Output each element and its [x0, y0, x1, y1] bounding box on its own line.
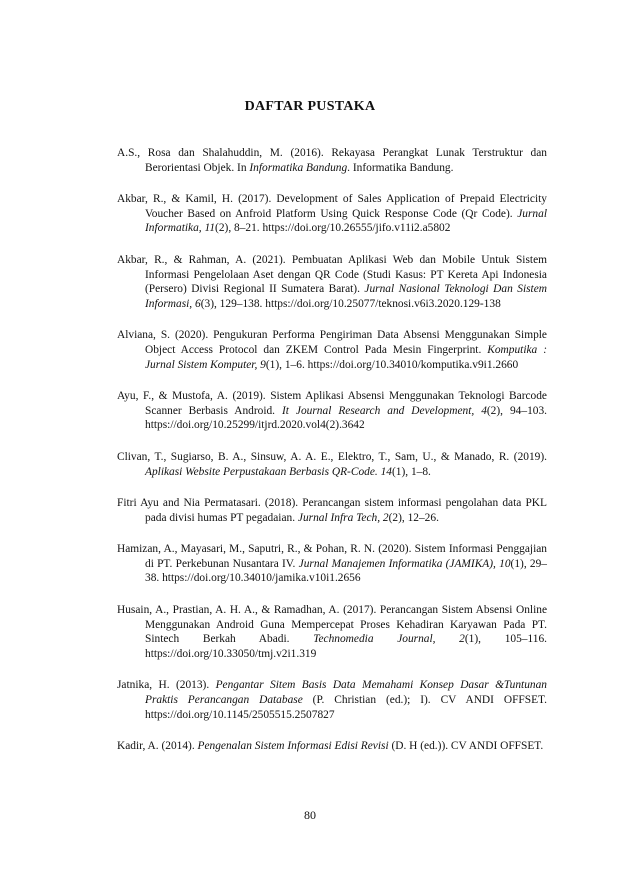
reference-source: Jurnal Manajemen Informatika (JAMIKA), 10 [298, 557, 511, 570]
reference-text: Akbar, R., & Kamil, H. (2017). Development of Sales Application of Prepaid Electricity Voucher Based on Anfroid Platform Using Quick Response Code (Qr Code). [117, 193, 547, 220]
page-number: 80 [304, 808, 316, 822]
reference-source: It Journal Research and Development, 4 [282, 404, 487, 417]
reference-entry [117, 389, 547, 433]
reference-text: Kadir, A. (2014). [117, 740, 198, 753]
reference-entry [117, 192, 547, 236]
reference-list [117, 146, 547, 771]
reference-text: Clivan, T., Sugiarso, B. A., Sinsuw, A. A. E., Elektro, T., Sam, U., & Manado, R. (2019). [117, 450, 547, 463]
reference-entry [117, 253, 547, 311]
reference-details: (2), 94–103. https://doi.org/10.25299/itjrd.2020.vol4(2).3642 [145, 404, 548, 432]
reference-source: Jurnal Infra Tech, 2 [297, 511, 389, 524]
reference-source: Jurnal Informatika, 11 [145, 207, 547, 235]
reference-text: Jatnika, H. (2013). [117, 679, 216, 692]
reference-entry [117, 678, 547, 722]
reference-text: Fitri Ayu and Nia Permatasari. (2018). Perancangan sistem informasi pengolahan data PKL pada divisi humas PT pegadaian. [117, 497, 547, 524]
reference-details: (2), 8–21. https://doi.org/10.26555/jifo.v11i2.a5802 [215, 222, 451, 235]
reference-details: . Informatika Bandung. [347, 161, 454, 174]
reference-details: (P. Christian (ed.); I). CV ANDI OFFSET. https://doi.org/10.1145/2505515.2507827 [145, 694, 547, 721]
reference-details: (3), 129–138. https://doi.org/10.25077/teknosi.v6i3.2020.129-138 [200, 297, 501, 310]
reference-text: Hamizan, A., Mayasari, M., Saputri, R., & Pohan, R. N. (2020). Sistem Informasi Penggajian di PT. Perkebunan Nusantara IV. [117, 543, 547, 570]
reference-source: Komputika : Jurnal Sistem Komputer, 9 [145, 343, 547, 371]
page-title: DAFTAR PUSTAKA [244, 99, 376, 114]
reference-entry [117, 739, 547, 754]
reference-details: (2), 12–26. [388, 511, 439, 524]
reference-details: (D. H (ed.)). CV ANDI OFFSET. [388, 740, 544, 753]
reference-entry [117, 146, 547, 175]
reference-source: Technomedia Journal, 2 [313, 633, 465, 646]
reference-entry [117, 603, 547, 661]
reference-entry [117, 496, 547, 525]
reference-details: (1), 1–6. https://doi.org/10.34010/komputika.v9i1.2660 [265, 358, 519, 371]
reference-entry [117, 328, 547, 372]
reference-details: (1), 29–38. https://doi.org/10.34010/jamika.v10i1.2656 [145, 557, 547, 585]
reference-details: (1), 1–8. [391, 465, 431, 478]
reference-text: Husain, A., Prastian, A. H. A., & Ramadhan, A. (2017). Perancangan Sistem Absensi Online Menggunakan Android Guna Mempercepat Proses Kehadiran Karyawan Pada PT. Sintech Berkah Abadi. [117, 604, 547, 646]
reference-text: A.S., Rosa dan Shalahuddin, M. (2016). Rekayasa Perangkat Lunak Terstruktur dan Berorientasi Objek. In [117, 147, 547, 174]
reference-text: Ayu, F., & Mustofa, A. (2019). Sistem Aplikasi Absensi Menggunakan Teknologi Barcode Scanner Berbasis Android. [117, 390, 547, 417]
reference-entry [117, 542, 547, 586]
reference-entry [117, 450, 547, 479]
reference-text: Akbar, R., & Rahman, A. (2021). Pembuatan Aplikasi Web dan Mobile Untuk Sistem Informasi Pengelolaan Aset dengan QR Code (Studi Kasus: PT Kereta Api Indonesia (Persero) Divisi Regional II Sumatera Barat). [117, 253, 547, 296]
reference-text: Alviana, S. (2020). Pengukuran Performa Pengiriman Data Absensi Menggunakan Simple Object Access Protocol dan ZKEM Control Pada Mesin Fingerprint. [117, 329, 547, 356]
reference-details: (1), 105–116. https://doi.org/10.33050/tmj.v2i1.319 [145, 633, 547, 660]
reference-source: Informatika Bandung [249, 161, 348, 174]
reference-source: Aplikasi Website Perpustakaan Berbasis QR-Code. 14 [145, 465, 392, 478]
reference-source: Pengantar Sitem Basis Data Memahami Konsep Dasar &Tuntunan Praktis Perancangan Database [145, 679, 547, 707]
reference-source: Pengenalan Sistem Informasi Edisi Revisi [197, 740, 389, 753]
reference-source: Jurnal Nasional Teknologi Dan Sistem Informasi, 6 [145, 283, 547, 310]
